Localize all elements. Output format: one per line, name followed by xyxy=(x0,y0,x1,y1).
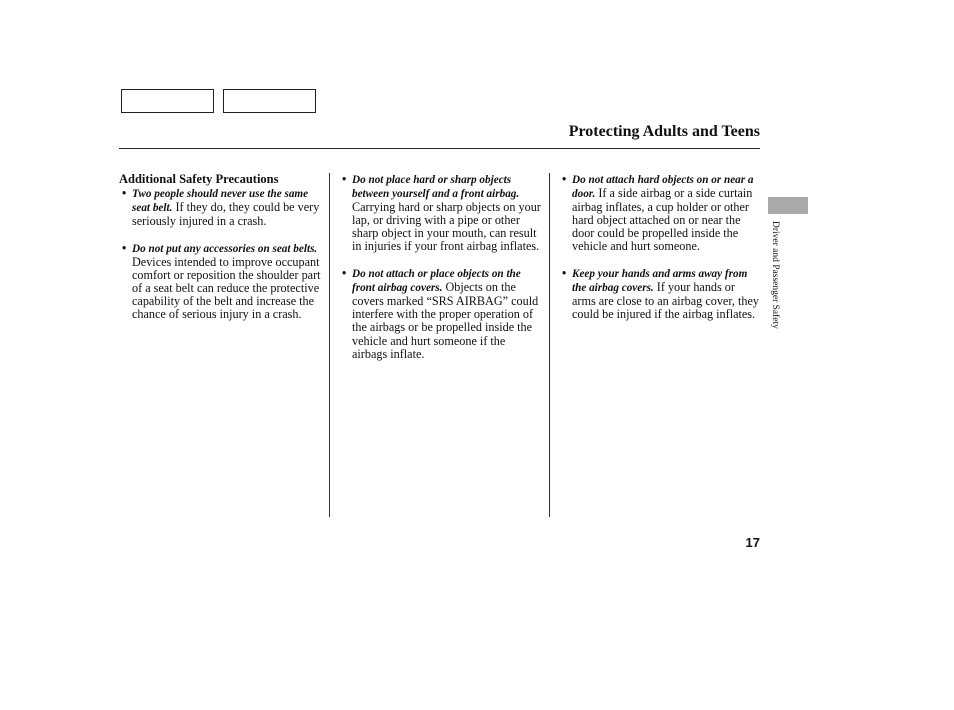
list-item xyxy=(339,173,543,253)
bullet-icon: • xyxy=(562,172,567,186)
bullet-icon: • xyxy=(342,266,347,281)
bullet-icon: • xyxy=(342,172,347,186)
item-lead: Do not place hard or sharp objects between yourself and a front airbag. xyxy=(352,174,520,201)
item-lead: Do not put any accessories on seat belts. xyxy=(132,243,318,256)
column-2 xyxy=(339,173,543,375)
item-text: If they do, they could be very seriously injured in a crash. xyxy=(132,200,320,229)
bullet-icon: • xyxy=(562,266,567,281)
column-1 xyxy=(119,173,322,335)
column-3 xyxy=(559,173,760,335)
bullet-icon: • xyxy=(122,186,127,201)
page-title: Protecting Adults and Teens xyxy=(568,123,760,140)
item-lead: Keep your hands and arms away from the airbag covers. xyxy=(572,268,748,295)
section-tab[interactable] xyxy=(768,197,808,214)
item-text: If a side airbag or a side curtain airbag inflates, a cup holder or other hard object attached on or near the door could be propelled inside the vehicle and hurt someone. xyxy=(572,186,753,254)
section-heading: Additional Safety Precautions xyxy=(119,172,279,186)
item-lead: Do not attach hard objects on or near a door. xyxy=(572,174,754,201)
list-item xyxy=(559,173,760,253)
item-lead: Two people should never use the same seat belt. xyxy=(132,188,309,215)
bullet-icon: • xyxy=(122,241,127,256)
list-item xyxy=(119,242,322,321)
nav-forward-button[interactable] xyxy=(223,89,316,113)
item-text: Objects on the covers marked “SRS AIRBAG” could interfere with the proper operation of the airbags or be propelled inside the vehicle and hurt someone if the airbags inflate. xyxy=(352,280,539,361)
list-item xyxy=(339,267,543,360)
list-item xyxy=(119,187,322,228)
item-text: Carrying hard or sharp objects on your lap, or driving with a pipe or other sharp object in your mouth, can result in injuries if your front airbag inflates. xyxy=(352,200,541,254)
item-text: If your hands or arms are close to an airbag cover, they could be injured if the airbag inflates. xyxy=(572,280,759,322)
title-rule xyxy=(119,148,760,149)
column-divider xyxy=(549,173,550,517)
item-text: Devices intended to improve occupant comfort or reposition the shoulder part of a seat belt can reduce the protective capability of the belt and increase the chance of serious injury in a crash. xyxy=(132,255,321,322)
item-lead: Do not attach or place objects on the front airbag covers. xyxy=(352,268,521,295)
nav-back-button[interactable] xyxy=(121,89,214,113)
column-divider xyxy=(329,173,330,517)
section-tab-label: Driver and Passenger Safety xyxy=(770,221,780,329)
list-item xyxy=(559,267,760,321)
page-number: 17 xyxy=(745,535,760,550)
